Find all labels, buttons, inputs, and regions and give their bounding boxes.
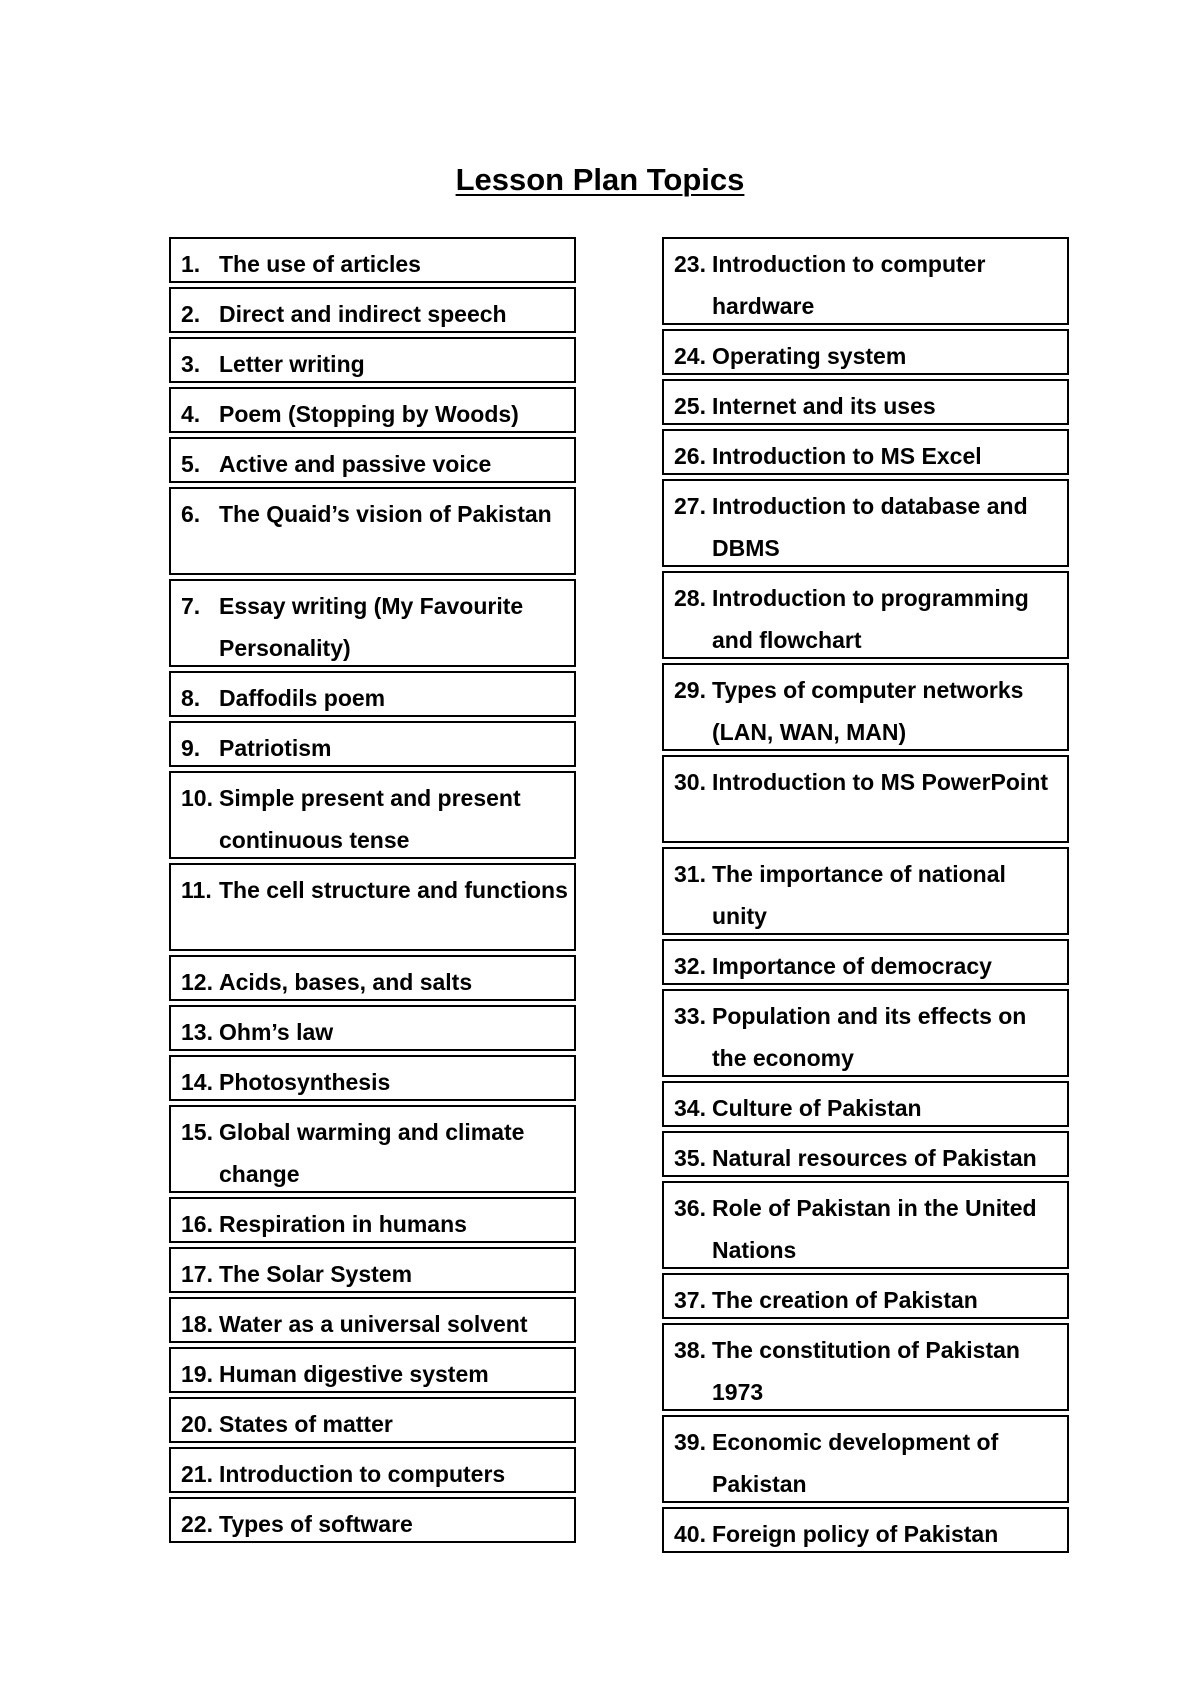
topic-number: 26. [674, 443, 706, 469]
topic-text: The Solar System [219, 1261, 413, 1287]
topic-item [169, 1105, 576, 1193]
topic-text: States of matter [219, 1411, 393, 1437]
topic-number: 34. [674, 1095, 706, 1121]
topic-number: 8. [181, 685, 201, 711]
topic-text: Simple present and present continuous tense [219, 785, 521, 853]
topic-item [169, 1397, 576, 1443]
topic-item [662, 1081, 1069, 1127]
topic-item [662, 1131, 1069, 1177]
topic-text: The use of articles [219, 251, 421, 277]
topic-text: Direct and indirect speech [219, 301, 507, 327]
topic-text: Global warming and climate change [219, 1119, 525, 1187]
topic-text: Poem (Stopping by Woods) [219, 401, 519, 427]
topic-number: 20. [181, 1411, 213, 1437]
topic-text: The importance of national unity [712, 861, 1006, 929]
topic-item [662, 237, 1069, 325]
topic-text: Economic development of Pakistan [712, 1429, 999, 1497]
topic-text: Population and its effects on the economy [712, 1003, 1027, 1071]
topic-item [662, 1273, 1069, 1319]
topic-item [169, 955, 576, 1001]
topic-item [169, 337, 576, 383]
topic-item [169, 1247, 576, 1293]
topic-number: 32. [674, 953, 706, 979]
topic-item [169, 863, 576, 951]
topic-item [662, 429, 1069, 475]
topic-item [169, 487, 576, 575]
topic-number: 31. [674, 861, 706, 887]
topic-text: Types of software [219, 1511, 413, 1537]
topic-item [662, 379, 1069, 425]
topic-number: 9. [181, 735, 201, 761]
topic-text: Human digestive system [219, 1361, 489, 1387]
topic-text: Foreign policy of Pakistan [712, 1521, 999, 1547]
topic-item [169, 771, 576, 859]
topic-item [662, 663, 1069, 751]
topic-text: Active and passive voice [219, 451, 492, 477]
topic-item [662, 1415, 1069, 1503]
topic-text: Introduction to database and DBMS [712, 493, 1028, 561]
topic-number: 35. [674, 1145, 706, 1171]
topic-number: 13. [181, 1019, 213, 1045]
topic-item [169, 721, 576, 767]
topic-number: 30. [674, 769, 706, 795]
topic-text: The creation of Pakistan [712, 1287, 978, 1313]
topic-number: 29. [674, 677, 706, 703]
topic-number: 18. [181, 1311, 213, 1337]
topic-item [662, 1181, 1069, 1269]
topic-text: Introduction to MS PowerPoint [712, 769, 1049, 795]
topic-number: 23. [674, 251, 706, 277]
topic-number: 25. [674, 393, 706, 419]
topic-number: 37. [674, 1287, 706, 1313]
topic-text: Daffodils poem [219, 685, 386, 711]
topic-item [169, 1297, 576, 1343]
topic-item [662, 847, 1069, 935]
topic-text: Natural resources of Pakistan [712, 1145, 1037, 1171]
topic-text: The cell structure and functions [219, 877, 568, 903]
topic-item [169, 671, 576, 717]
topic-item [169, 237, 576, 283]
topic-item [169, 1347, 576, 1393]
topic-text: Respiration in humans [219, 1211, 467, 1237]
topic-number: 24. [674, 343, 706, 369]
topic-number: 6. [181, 501, 201, 527]
topic-number: 16. [181, 1211, 213, 1237]
topic-item [169, 387, 576, 433]
topic-text: Role of Pakistan in the United Nations [712, 1195, 1037, 1263]
topic-item [662, 989, 1069, 1077]
topic-item [169, 287, 576, 333]
topic-number: 21. [181, 1461, 213, 1487]
topic-number: 12. [181, 969, 213, 995]
topic-list-right [662, 237, 1069, 1557]
topic-number: 11. [181, 877, 212, 903]
topic-list-left [169, 237, 576, 1547]
topic-number: 27. [674, 493, 706, 519]
topic-text: Types of computer networks (LAN, WAN, MAN) [712, 677, 1024, 745]
topic-text: Introduction to MS Excel [712, 443, 982, 469]
topic-item [662, 755, 1069, 843]
topic-item [169, 1055, 576, 1101]
page-title: Lesson Plan Topics [455, 162, 745, 197]
topic-number: 3. [181, 351, 201, 377]
topic-text: Essay writing (My Favourite Personality) [219, 593, 524, 661]
topic-number: 2. [181, 301, 201, 327]
topic-item [662, 939, 1069, 985]
topic-number: 1. [181, 251, 201, 277]
topic-text: Operating system [712, 343, 907, 369]
topic-item [662, 329, 1069, 375]
topic-text: Introduction to computer hardware [712, 251, 986, 319]
topic-number: 14. [181, 1069, 213, 1095]
topic-number: 33. [674, 1003, 706, 1029]
topic-number: 19. [181, 1361, 213, 1387]
topic-text: Importance of democracy [712, 953, 992, 979]
topic-number: 10. [181, 785, 213, 811]
topic-number: 22. [181, 1511, 213, 1537]
topic-text: Internet and its uses [712, 393, 936, 419]
topic-number: 5. [181, 451, 201, 477]
topic-number: 7. [181, 593, 201, 619]
topic-item [662, 1323, 1069, 1411]
topic-number: 36. [674, 1195, 706, 1221]
topic-item [169, 437, 576, 483]
topic-text: Introduction to programming and flowchart [712, 585, 1029, 653]
topic-number: 17. [181, 1261, 213, 1287]
topic-text: Water as a universal solvent [219, 1311, 528, 1337]
topic-text: The Quaid’s vision of Pakistan [219, 501, 552, 527]
topic-text: The constitution of Pakistan 1973 [712, 1337, 1020, 1405]
topic-item [169, 1005, 576, 1051]
topic-number: 28. [674, 585, 706, 611]
topic-item [169, 1497, 576, 1543]
topic-text: Letter writing [219, 351, 365, 377]
topic-item [662, 479, 1069, 567]
topic-text: Photosynthesis [219, 1069, 391, 1095]
topic-text: Ohm’s law [219, 1019, 334, 1045]
topic-item [662, 1507, 1069, 1553]
topic-number: 38. [674, 1337, 706, 1363]
topic-number: 15. [181, 1119, 213, 1145]
topic-number: 39. [674, 1429, 706, 1455]
topic-text: Acids, bases, and salts [219, 969, 473, 995]
topic-text: Patriotism [219, 735, 332, 761]
topic-number: 40. [674, 1521, 706, 1547]
topic-item [169, 1447, 576, 1493]
topic-item [169, 1197, 576, 1243]
topic-text: Introduction to computers [219, 1461, 506, 1487]
topic-number: 4. [181, 401, 201, 427]
topic-item [662, 571, 1069, 659]
topic-text: Culture of Pakistan [712, 1095, 922, 1121]
topic-item [169, 579, 576, 667]
